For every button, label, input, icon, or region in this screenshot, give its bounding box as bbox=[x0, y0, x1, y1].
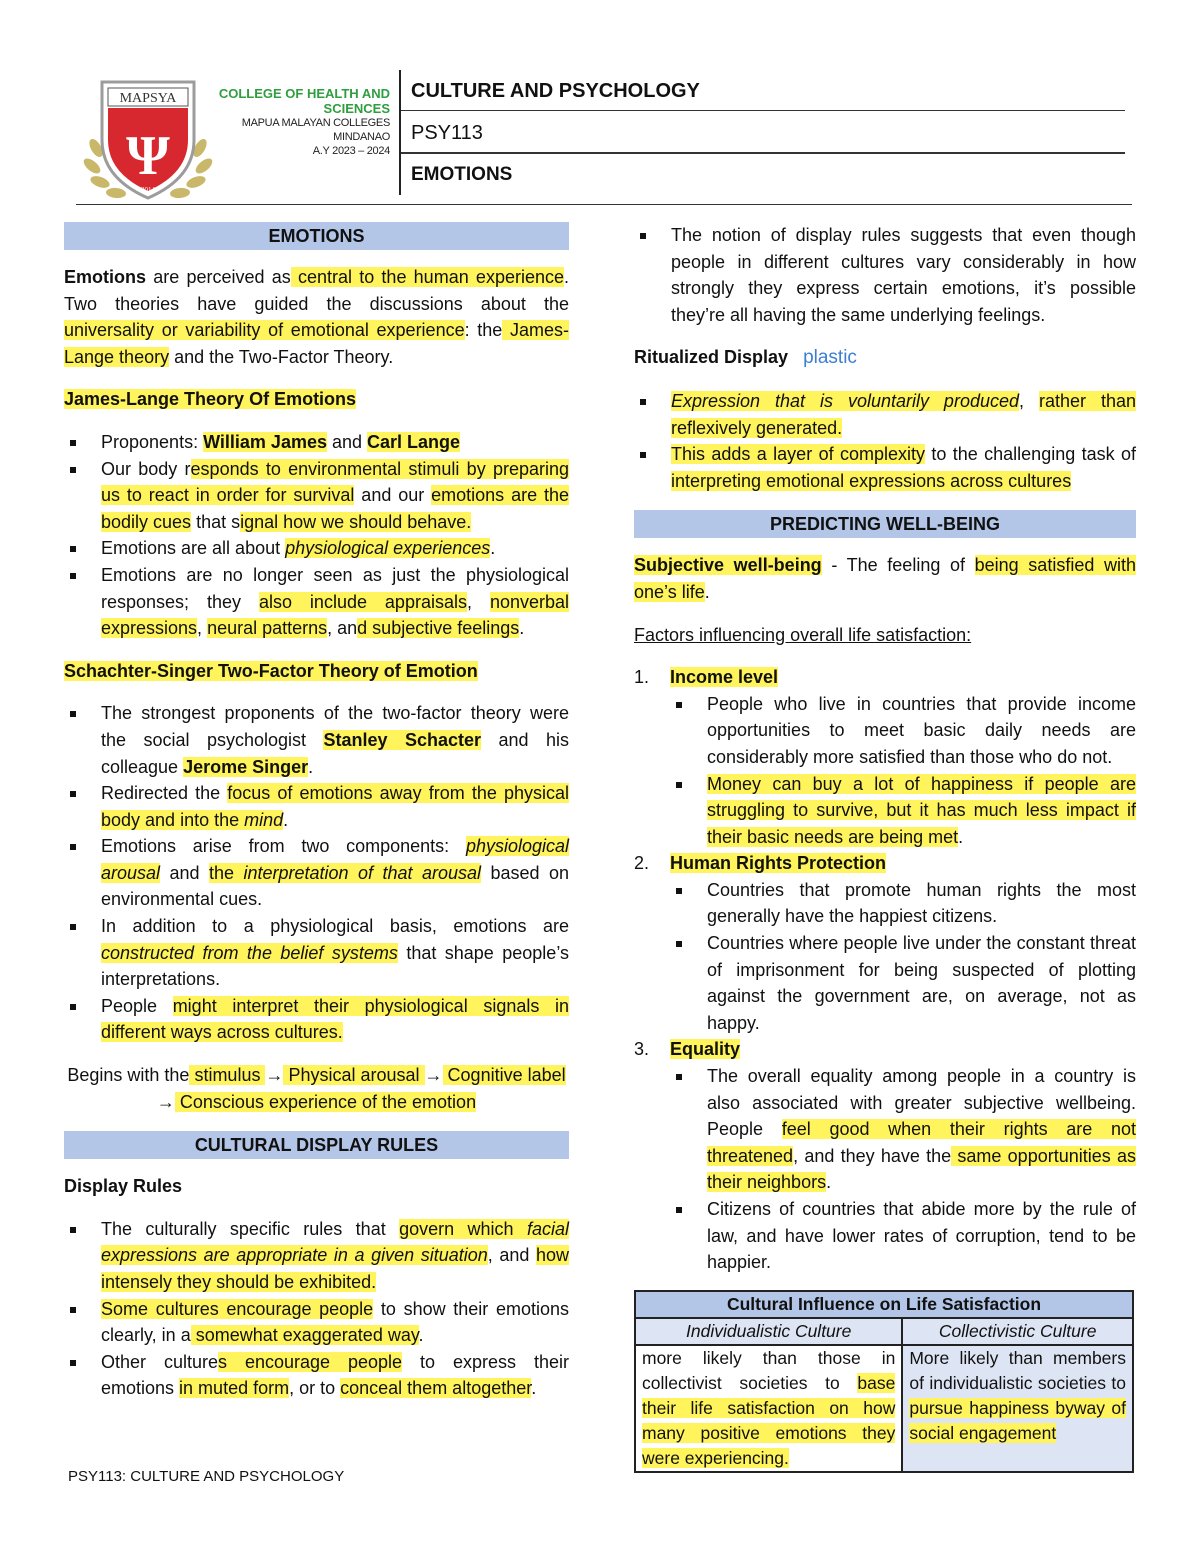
list-item: Redirected the focus of emotions away from the physical body and into the mind. bbox=[64, 780, 569, 833]
factor-item: 1. Income level People who live in countries that provide income opportunities to meet basic daily needs are considerably more satisfied than those who do not. Money can buy a lot of happiness if people are struggling to survive, but it has much less impact if their basic needs are being met. bbox=[634, 664, 1136, 850]
display-rules-heading: Display Rules bbox=[64, 1176, 183, 1197]
list-item: Countries that promote human rights the most generally have the happiest citizens. bbox=[670, 877, 1136, 930]
list-item: The notion of display rules suggests that even though people in different cultures vary considerably in how strongly they express certain emotions, it’s possible they’re all having the same underlying feelings. bbox=[634, 222, 1136, 328]
section-emotions: EMOTIONS bbox=[64, 222, 569, 250]
table-title: Cultural Influence on Life Satisfaction bbox=[635, 1291, 1133, 1318]
list-item: Emotions are all about physiological experiences. bbox=[64, 535, 569, 562]
header-rule bbox=[401, 110, 1125, 111]
list-item: In addition to a physiological basis, emotions are constructed from the belief systems that shape people’s interpretations. bbox=[64, 913, 569, 993]
left-column bbox=[64, 222, 569, 1418]
list-item: Some cultures encourage people to show their emotions clearly, in a somewhat exaggerated way. bbox=[64, 1296, 569, 1349]
james-lange-heading: James-Lange Theory Of Emotions bbox=[64, 389, 357, 410]
factor-item: 2. Human Rights Protection Countries that promote human rights the most generally have the happiest citizens. Countries where people live under the constant threat of imprisonment for being suspected of plotting against the government are, on average, not as happy. bbox=[634, 850, 1136, 1036]
schachter-singer-heading: Schachter-Singer Two-Factor Theory of Emotion bbox=[64, 660, 478, 681]
list-item: Emotions arise from two components: physiological arousal and the interpretation of that arousal based on environmental cues. bbox=[64, 833, 569, 913]
list-item: Citizens of countries that abide more by the rule of law, and have lower rates of corruption, tend to be happier. bbox=[670, 1196, 1136, 1276]
table-header: Individualistic Culture bbox=[635, 1318, 902, 1345]
list-item: This adds a layer of complexity to the challenging task of interpreting emotional expressions across cultures bbox=[634, 441, 1136, 494]
list-item: Emotions are no longer seen as just the physiological responses; they also include appraisals, nonverbal expressions, neural patterns, and subjective feelings. bbox=[64, 562, 569, 642]
page-footer: PSY113: CULTURE AND PSYCHOLOGY bbox=[68, 1468, 345, 1485]
right-column bbox=[634, 222, 1136, 1473]
course-code: PSY113 bbox=[411, 122, 483, 144]
arrow-right-icon: → bbox=[265, 1065, 284, 1086]
list-item: Other cultures encourage people to express their emotions in muted form, or to conceal them altogether. bbox=[64, 1349, 569, 1402]
list-item: Money can buy a lot of happiness if people are struggling to survive, but it has much less impact if their basic needs are being met. bbox=[670, 771, 1136, 851]
mapsya-logo bbox=[82, 78, 214, 202]
james-lange-list bbox=[64, 429, 569, 642]
ritualized-display-list bbox=[634, 388, 1136, 494]
life-satisfaction-table bbox=[634, 1290, 1134, 1473]
header-rule bbox=[401, 152, 1125, 154]
table-header: Collectivistic Culture bbox=[902, 1318, 1133, 1345]
factors-heading: Factors influencing overall life satisfaction: bbox=[634, 624, 972, 645]
list-item: Countries where people live under the constant threat of imprisonment for being suspected of plotting against the government are, on average, not as happy. bbox=[670, 930, 1136, 1036]
factor-item: 3. Equality The overall equality among people in a country is also associated with greater subjective wellbeing. People feel good when their rights are not threatened, and they have the same opportunities as their neighbors. Citizens of countries that abide more by the rule of law, and have lower rates of corruption, tend to be happier. bbox=[634, 1036, 1136, 1275]
logo-year: 2014 bbox=[141, 186, 155, 194]
handwritten-note: plastic bbox=[803, 347, 857, 369]
emotion-flow: Begins with the stimulus → Physical arousal → Cognitive label → Conscious experience of the emotion bbox=[67, 1065, 566, 1112]
list-item: Our body responds to environmental stimuli by preparing us to react in order for survival and our emotions are the bodily cues that signal how we should behave. bbox=[64, 456, 569, 536]
college-name: COLLEGE OF HEALTH AND SCIENCES bbox=[218, 86, 390, 116]
section-display-rules: CULTURAL DISPLAY RULES bbox=[64, 1131, 569, 1159]
course-title: CULTURE AND PSYCHOLOGY bbox=[411, 80, 700, 102]
list-item: Expression that is voluntarily produced, rather than reflexively generated. bbox=[634, 388, 1136, 441]
header-divider bbox=[399, 70, 401, 195]
table-cell: More likely than members of individualistic societies to pursue happiness byway of social engagement bbox=[902, 1345, 1133, 1472]
list-item: Proponents: William James and Carl Lange bbox=[64, 429, 569, 456]
arrow-right-icon: → bbox=[156, 1091, 175, 1112]
ritualized-display-heading: Ritualized Display plastic bbox=[634, 347, 857, 369]
list-item: People who live in countries that provide income opportunities to meet basic daily needs are considerably more satisfied than those who do not. bbox=[670, 691, 1136, 771]
college-block bbox=[210, 86, 390, 158]
list-item: The strongest proponents of the two-factor theory were the social psychologist Stanley Schacter and his colleague Jerome Singer. bbox=[64, 700, 569, 780]
topic-title: EMOTIONS bbox=[411, 164, 513, 185]
table-cell: more likely than those in collectivist societies to base their life satisfaction on how many positive emotions they were experiencing. bbox=[635, 1345, 902, 1472]
list-item: People might interpret their physiological signals in different ways across cultures. bbox=[64, 993, 569, 1046]
intro-term: Emotions bbox=[64, 267, 147, 287]
logo-text: MAPSYA bbox=[119, 91, 177, 106]
academic-year: A.Y 2023 – 2024 bbox=[312, 145, 390, 157]
display-rules-list bbox=[64, 1216, 569, 1402]
page-header bbox=[0, 0, 1200, 210]
arrow-right-icon: → bbox=[424, 1065, 443, 1086]
header-bottom-rule bbox=[76, 204, 1132, 205]
list-item: The culturally specific rules that govern which facial expressions are appropriate in a given situation, and how intensely they should be exhibited. bbox=[64, 1216, 569, 1296]
section-predicting-wellbeing: PREDICTING WELL-BEING bbox=[634, 510, 1136, 538]
factors-list bbox=[634, 664, 1136, 1276]
subjective-wellbeing: Subjective well-being - The feeling of being satisfied with one’s life. bbox=[634, 555, 1136, 602]
svg-text:Ψ: Ψ bbox=[126, 125, 170, 187]
list-item: The overall equality among people in a country is also associated with greater subjective wellbeing. People feel good when their rights are not threatened, and they have the same opportunities as their neighbors. bbox=[670, 1063, 1136, 1196]
school-name: MAPUA MALAYAN COLLEGES MINDANAO bbox=[241, 117, 390, 143]
schachter-singer-list bbox=[64, 700, 569, 1046]
intro-paragraph: Emotions are perceived as central to the human experience. Two theories have guided the discussions about the universality or variability of emotional experience: the James-Lange theory and the Two-Factor Theory. bbox=[64, 267, 570, 367]
display-rules-list-cont bbox=[634, 222, 1136, 328]
